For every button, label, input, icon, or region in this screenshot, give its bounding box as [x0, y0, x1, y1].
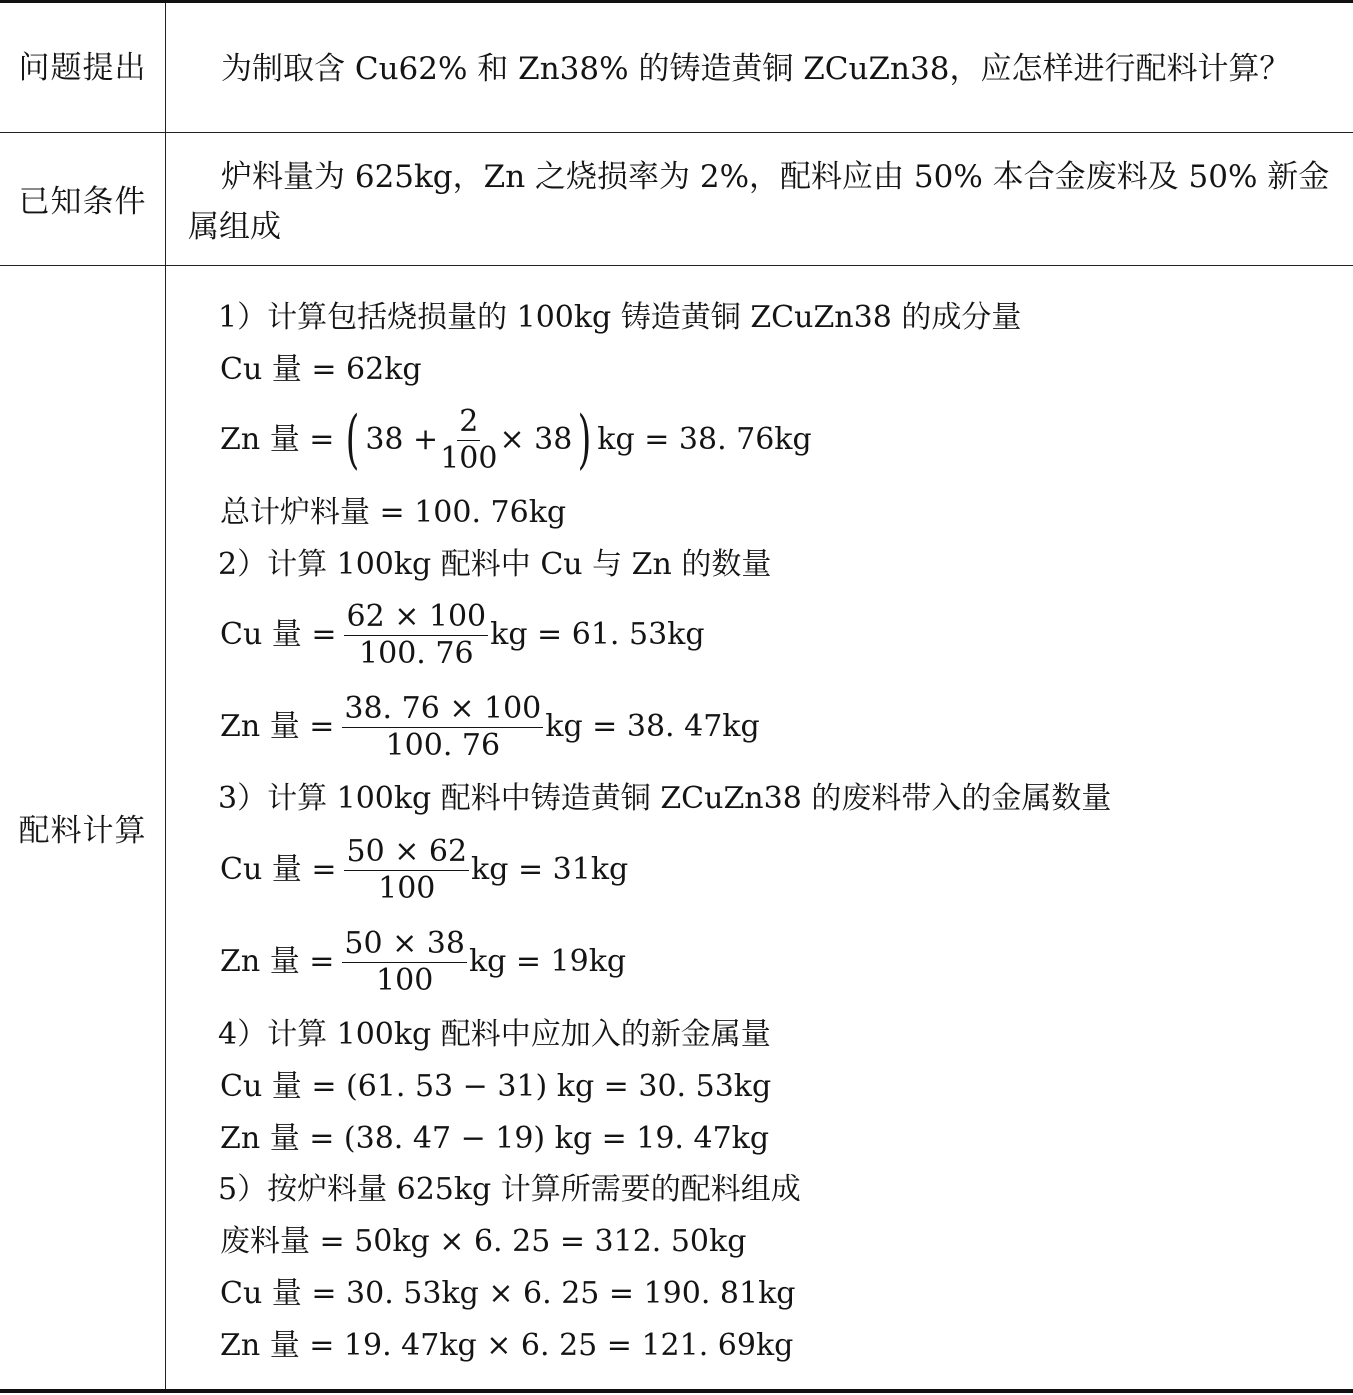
step4-zn: Zn 量 = (38. 47 − 19) kg = 19. 47kg: [220, 1121, 770, 1156]
step2-cu-result: kg = 61. 53kg: [490, 617, 705, 652]
step3-zn-fraction: [342, 926, 467, 999]
step1-zn-equation: [220, 403, 812, 477]
left-paren: (: [345, 403, 360, 477]
row-divider-2: [0, 265, 1353, 266]
step5-cu: Cu 量 = 30. 53kg × 6. 25 = 190. 81kg: [220, 1276, 796, 1311]
step5-zn: Zn 量 = 19. 47kg × 6. 25 = 121. 69kg: [220, 1328, 794, 1363]
step2-cu-fraction: [344, 599, 488, 672]
step3-cu-equation: [220, 833, 629, 906]
right-paren: ): [577, 403, 592, 477]
fraction-numerator: 50 × 38: [344, 925, 465, 961]
fraction-numerator: 62 × 100: [346, 598, 487, 634]
step1-cu: Cu 量 = 62kg: [220, 352, 422, 387]
step3-zn-result: kg = 19kg: [468, 944, 627, 979]
column-divider: [165, 3, 166, 1389]
fraction-denominator: 100: [378, 870, 436, 906]
fraction-denominator: 100: [376, 962, 434, 998]
step1-zn-a: 38 +: [365, 422, 439, 457]
step1-title: 1）计算包括烧损量的 100kg 铸造黄铜 ZCuZn38 的成分量: [218, 300, 1022, 335]
question-text-cell: [188, 44, 1343, 94]
row-label-known: 已知条件: [18, 184, 147, 220]
step1-total: 总计炉料量 = 100. 76kg: [220, 495, 567, 530]
step2-zn-prefix: Zn 量 =: [220, 709, 335, 744]
step5-scrap: 废料量 = 50kg × 6. 25 = 312. 50kg: [220, 1224, 747, 1259]
step3-title: 3）计算 100kg 配料中铸造黄铜 ZCuZn38 的废料带入的金属数量: [218, 781, 1112, 816]
fraction-denominator: 100. 76: [385, 727, 501, 763]
step2-zn-fraction: [342, 691, 543, 764]
table-bottom-rule: [0, 1389, 1353, 1393]
fraction-denominator: 100. 76: [359, 635, 474, 671]
step3-zn-prefix: Zn 量 =: [220, 944, 335, 979]
known-text: 炉料量为 625kg，Zn 之烧损率为 2%，配料应由 50% 本合金废料及 50% 新金属组成: [188, 159, 1330, 245]
fraction-numerator: 2: [459, 403, 479, 439]
step2-cu-prefix: Cu 量 =: [220, 617, 337, 652]
step1-zn-prefix: Zn 量 =: [220, 422, 335, 457]
step1-zn-result: kg = 38. 76kg: [597, 422, 812, 457]
step5-title: 5）按炉料量 625kg 计算所需要的配料组成: [218, 1172, 801, 1207]
question-text: 为制取含 Cu62% 和 Zn38% 的铸造黄铜 ZCuZn38，应怎样进行配料计算？: [221, 51, 1291, 87]
step3-cu-result: kg = 31kg: [471, 852, 629, 887]
step2-zn-equation: [220, 690, 760, 763]
step1-zn-fraction: [440, 404, 497, 477]
fraction-denominator: 100: [440, 440, 498, 476]
step4-cu: Cu 量 = (61. 53 − 31) kg = 30. 53kg: [220, 1069, 772, 1104]
step4-title: 4）计算 100kg 配料中应加入的新金属量: [218, 1017, 771, 1052]
row-divider-1: [0, 132, 1353, 133]
step2-zn-result: kg = 38. 47kg: [545, 709, 760, 744]
step1-zn-b: × 38: [499, 422, 573, 457]
step2-cu-equation: [220, 598, 705, 671]
table-top-rule: [0, 0, 1353, 3]
fraction-numerator: 50 × 62: [346, 833, 468, 869]
fraction-numerator: 38. 76 × 100: [344, 690, 542, 726]
step3-cu-prefix: Cu 量 =: [220, 852, 337, 887]
row-label-calc: 配料计算: [18, 813, 147, 849]
step3-cu-fraction: [344, 834, 469, 907]
step3-zn-equation: [220, 925, 627, 998]
known-text-cell: [188, 152, 1343, 252]
step2-title: 2）计算 100kg 配料中 Cu 与 Zn 的数量: [218, 547, 772, 582]
row-label-question: 问题提出: [18, 50, 147, 86]
